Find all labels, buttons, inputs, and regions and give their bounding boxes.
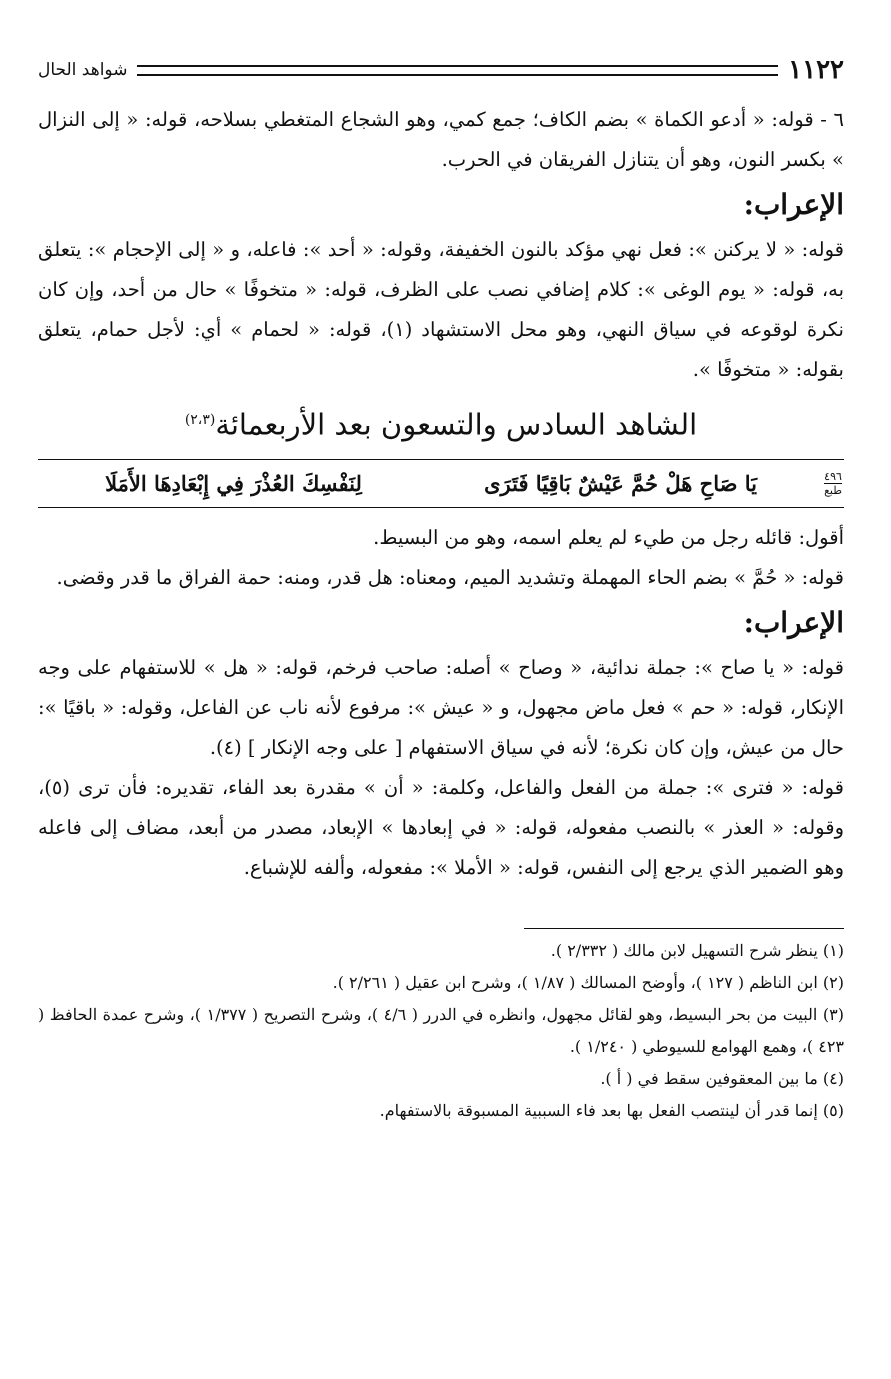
witness-footnote-refs: (٢،٣) [184,412,216,428]
previous-note-paragraph: ٦ - قوله: « أدعو الكماة » بضم الكاف؛ جمع كمي، وهو الشجاع المتغطي بسلاحه، قوله: « إلى النزال » بكسر النون، وهو أن يتنازل الفريقان في الحرب. [38,108,844,171]
verse-reference [824,470,842,497]
header-double-rule [137,65,778,76]
witness-title-text: الشاهد السادس والتسعون بعد الأربعمائة [215,407,698,442]
irab-heading-2: الإعراب: [743,605,844,639]
footnotes [38,935,844,1127]
footnote: (٢) ابن الناظم ( ١٢٧ )، وأوضح المسالك ( ١/٨٧ )، وشرح ابن عقيل ( ٢/٢٦١ ). [332,972,844,992]
verse-line [38,459,844,508]
footnote: (٥) إنما قدر أن لينتصب الفعل بها بعد فاء السببية المسبوقة بالاستفهام. [379,1100,844,1120]
page-header [38,50,844,90]
irab-paragraph-1: قوله: « لا يركنن »: فعل نهي مؤكد بالنون الخفيفة، وقوله: « أحد »: فاعله، و « إلى الإحجام »: يتعلق به، قوله: « يوم الوغى »: كلام إضافي نصب على الظرف، قوله: « متخوفًا » حال من أحد، وإن كان نكرة لوقوعه في سياق النهي، وهو محل الاستشهاد (١)، قوله: « لحمام » أي: لأجل حمام، يتعلق بقوله: « متخوفًا ». [38,238,844,381]
footnote: (١) ينظر شرح التسهيل لابن مالك ( ٢/٣٣٢ ). [550,940,844,960]
verse-hemistich-1: يَا صَاحِ هَلْ حُمَّ عَيْشٌ بَاقِيًا فَتَرَى [484,470,757,496]
running-title: شواهد الحال [38,60,128,80]
footnote: (٤) ما بين المعقوفين سقط في ( أ ). [600,1068,844,1088]
intro-paragraph-1: أقول: قائله رجل من طيء لم يعلم اسمه، وهو من البسيط. [373,525,844,549]
page-number: ١١٢٢ [788,55,844,85]
book-page [38,50,844,1127]
footnote: (٣) البيت من بحر البسيط، وهو لقائل مجهول، وانظره في الدرر ( ٤/٦ )، وشرح التصريح ( ١/٣٧٧ )، وشرح عمدة الحافظ ( ٤٢٣ )، وهمع الهوامع للسيوطي ( ١/٢٤٠ ). [38,1004,845,1056]
irab-heading-1: الإعراب: [743,188,844,221]
verse-ref-number: ٤٩٦ [824,469,842,483]
irab-paragraph-3: قوله: « فترى »: جملة من الفعل والفاعل، وكلمة: « أن » مقدرة بعد الفاء، تقديره: فأن ترى (٥)، وقوله: « العذر » بالنصب مفعوله، قوله: « في إبعادها » الإبعاد، مصدر من أبعد، مضاف إلى فاعله وهو الضمير الذي يرجع إلى النفس، قوله: « الأملا »: مفعوله، وألفه للإشباع. [38,775,844,879]
verse-hemistich-2: لِنَفْسِكَ العُذْرَ فِي إِبْعَادِهَا الأَمَلَا [105,470,362,496]
footnote-separator [524,928,844,929]
irab-paragraph-2: قوله: « يا صاح »: جملة ندائية، « وصاح » أصله: صاحب فرخم، قوله: « هل » للاستفهام على وجه الإنكار، قوله: « حم » فعل ماض مجهول، و « عيش »: مرفوع لأنه ناب عن الفاعل، وقوله: « باقيًا »: حال من عيش، وإن كان نكرة؛ لأنه في سياق الاستفهام [ على وجه الإنكار ] (٤). [38,655,844,759]
verse-ref-label: طبع [824,483,842,497]
witness-title [38,392,844,453]
intro-paragraph-2: قوله: « حُمَّ » بضم الحاء المهملة وتشديد الميم، ومعناه: هل قدر، ومنه: حمة الفراق ما قدر وقضى. [56,565,844,589]
